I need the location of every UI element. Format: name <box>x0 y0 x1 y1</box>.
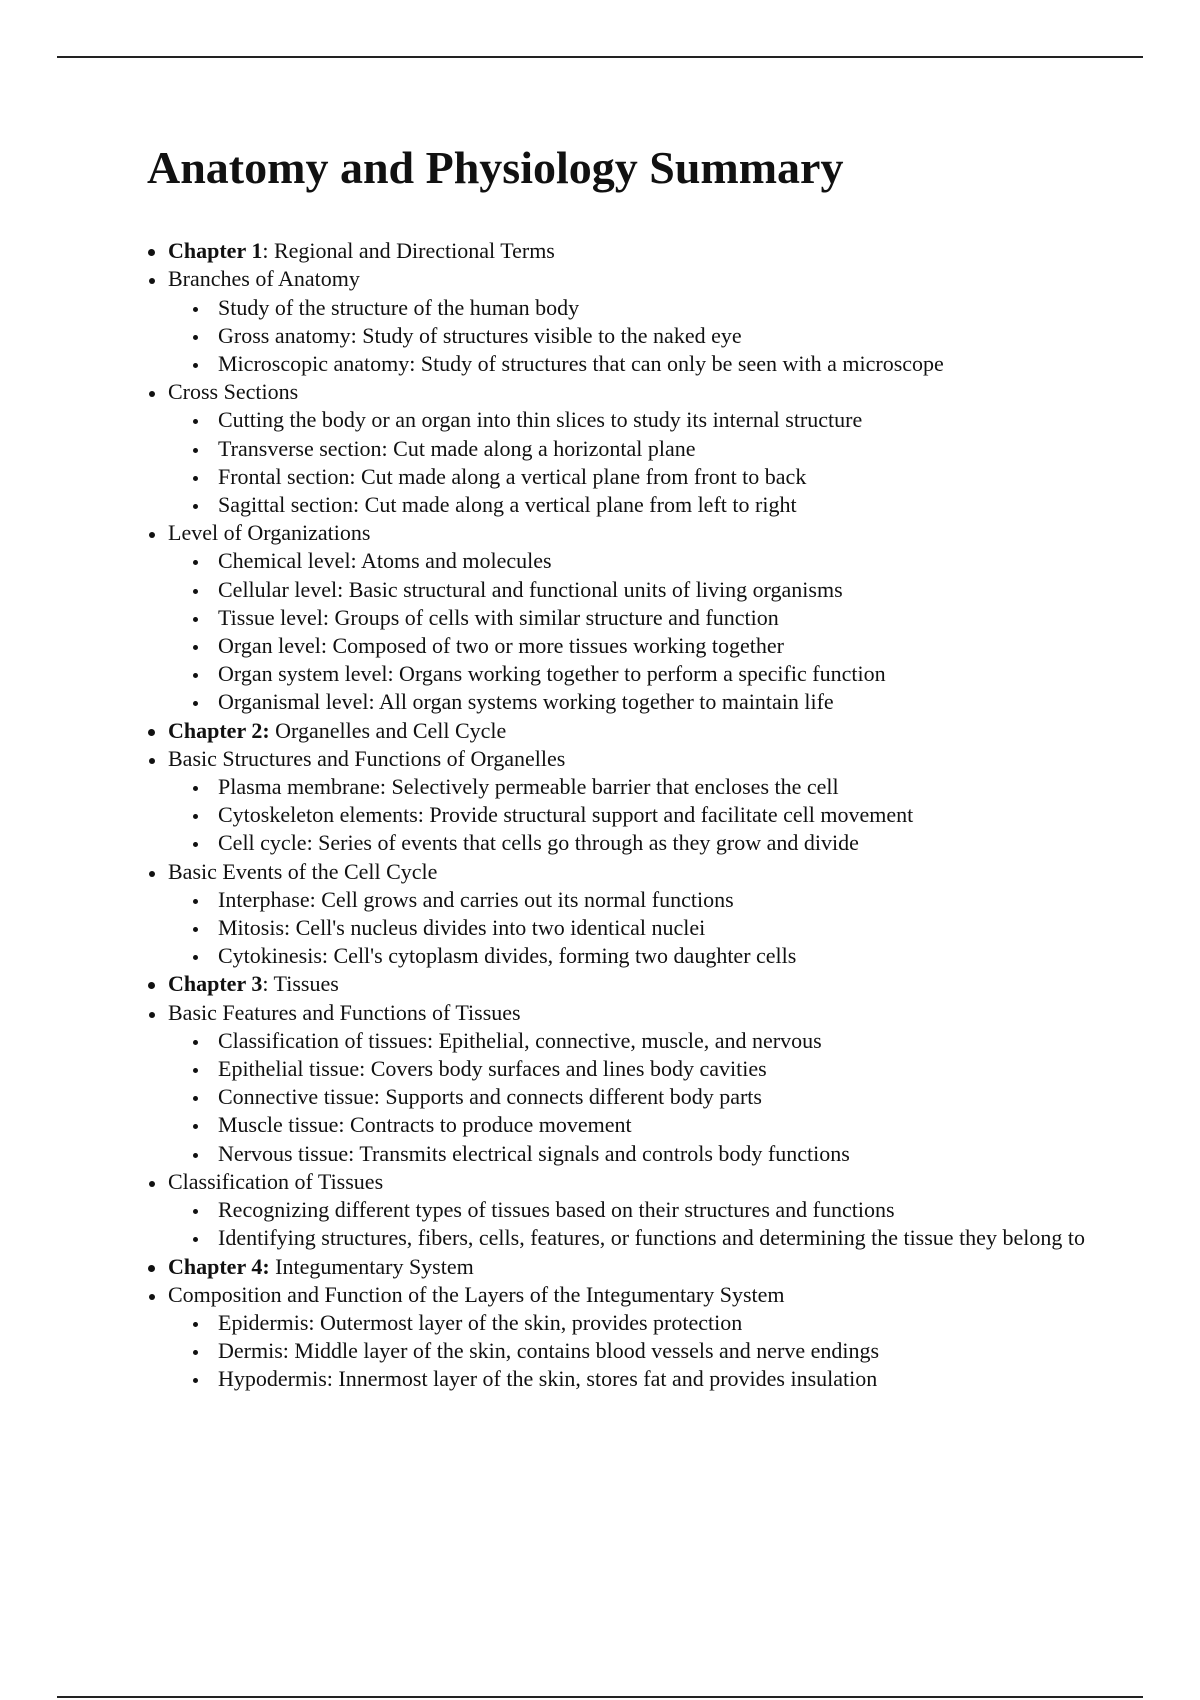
bottom-rule <box>57 1696 1143 1698</box>
subtopic-item: Cell cycle: Series of events that cells go through as they grow and divide <box>168 829 1097 857</box>
chapter-label: Chapter 2: <box>168 717 270 743</box>
subtopic-item: Epidermis: Outermost layer of the skin, provides protection <box>168 1309 1097 1337</box>
subtopic-item: Organ level: Composed of two or more tissues working together <box>168 632 1097 660</box>
subtopic-item: Classification of tissues: Epithelial, connective, muscle, and nervous <box>168 1027 1097 1055</box>
subtopic-item: Transverse section: Cut made along a horizontal plane <box>168 435 1097 463</box>
topic-title: Branches of Anatomy <box>168 266 360 292</box>
subtopic-item: Cytokinesis: Cell's cytoplasm divides, forming two daughter cells <box>168 942 1097 970</box>
subtopic-item: Organismal level: All organ systems working together to maintain life <box>168 688 1097 716</box>
topic-title: Level of Organizations <box>168 520 371 546</box>
chapter-label: Chapter 1 <box>168 238 263 264</box>
topic-item <box>147 999 1097 1168</box>
subtopic-item: Chemical level: Atoms and molecules <box>168 547 1097 575</box>
subtopic-item: Frontal section: Cut made along a vertical plane from front to back <box>168 463 1097 491</box>
chapter-heading <box>147 970 1097 998</box>
subtopic-item: Dermis: Middle layer of the skin, contains blood vessels and nerve endings <box>168 1337 1097 1365</box>
topic-item <box>147 519 1097 716</box>
outline-list <box>147 237 1097 1393</box>
topic-item <box>147 1168 1097 1253</box>
subtopic-item: Epithelial tissue: Covers body surfaces and lines body cavities <box>168 1055 1097 1083</box>
chapter-label: Chapter 4: <box>168 1253 270 1279</box>
subtopic-item: Interphase: Cell grows and carries out its normal functions <box>168 886 1097 914</box>
subtopic-list <box>168 547 1097 716</box>
page-title: Anatomy and Physiology Summary <box>147 142 844 193</box>
subtopic-list <box>168 886 1097 971</box>
chapter-title: Integumentary System <box>275 1253 474 1279</box>
chapter-title: Tissues <box>273 971 339 997</box>
topic-title: Basic Features and Functions of Tissues <box>168 999 521 1025</box>
chapter-heading <box>147 237 1097 265</box>
subtopic-item: Mitosis: Cell's nucleus divides into two identical nuclei <box>168 914 1097 942</box>
chapter-title: Organelles and Cell Cycle <box>275 717 507 743</box>
subtopic-item: Connective tissue: Supports and connects different body parts <box>168 1083 1097 1111</box>
subtopic-item: Plasma membrane: Selectively permeable barrier that encloses the cell <box>168 773 1097 801</box>
subtopic-item: Gross anatomy: Study of structures visible to the naked eye <box>168 322 1097 350</box>
subtopic-list <box>168 773 1097 858</box>
chapter-separator: : <box>262 971 274 997</box>
chapter-heading <box>147 717 1097 745</box>
topic-item <box>147 745 1097 858</box>
subtopic-item: Nervous tissue: Transmits electrical signals and controls body functions <box>168 1140 1097 1168</box>
subtopic-item: Muscle tissue: Contracts to produce movement <box>168 1111 1097 1139</box>
chapter-separator: : <box>262 238 274 264</box>
subtopic-list <box>168 294 1097 379</box>
subtopic-item: Recognizing different types of tissues based on their structures and functions <box>168 1196 1097 1224</box>
subtopic-item: Microscopic anatomy: Study of structures that can only be seen with a microscope <box>168 350 1097 378</box>
subtopic-item: Hypodermis: Innermost layer of the skin, stores fat and provides insulation <box>168 1365 1097 1393</box>
subtopic-item: Tissue level: Groups of cells with similar structure and function <box>168 604 1097 632</box>
subtopic-item: Cytoskeleton elements: Provide structural support and facilitate cell movement <box>168 801 1097 829</box>
topic-title: Basic Structures and Functions of Organelles <box>168 745 566 771</box>
chapter-title: Regional and Directional Terms <box>273 238 555 264</box>
topic-item <box>147 858 1097 971</box>
subtopic-item: Sagittal section: Cut made along a vertical plane from left to right <box>168 491 1097 519</box>
subtopic-list <box>168 1309 1097 1394</box>
subtopic-list <box>168 1196 1097 1252</box>
topic-title: Cross Sections <box>168 379 299 405</box>
subtopic-list <box>168 1027 1097 1168</box>
subtopic-item: Cutting the body or an organ into thin slices to study its internal structure <box>168 406 1097 434</box>
document-body <box>147 140 1097 1394</box>
topic-title: Basic Events of the Cell Cycle <box>168 858 438 884</box>
chapter-label: Chapter 3 <box>168 971 263 997</box>
topic-title: Composition and Function of the Layers of the Integumentary System <box>168 1281 785 1307</box>
chapter-heading <box>147 1253 1097 1281</box>
subtopic-item: Study of the structure of the human body <box>168 294 1097 322</box>
subtopic-item: Organ system level: Organs working together to perform a specific function <box>168 660 1097 688</box>
topic-title: Classification of Tissues <box>168 1168 384 1194</box>
top-rule <box>57 56 1143 58</box>
subtopic-item: Identifying structures, fibers, cells, features, or functions and determining the tissue they belong to <box>168 1224 1097 1252</box>
subtopic-list <box>168 406 1097 519</box>
topic-item <box>147 265 1097 378</box>
subtopic-item: Cellular level: Basic structural and functional units of living organisms <box>168 576 1097 604</box>
topic-item <box>147 378 1097 519</box>
topic-item <box>147 1281 1097 1394</box>
